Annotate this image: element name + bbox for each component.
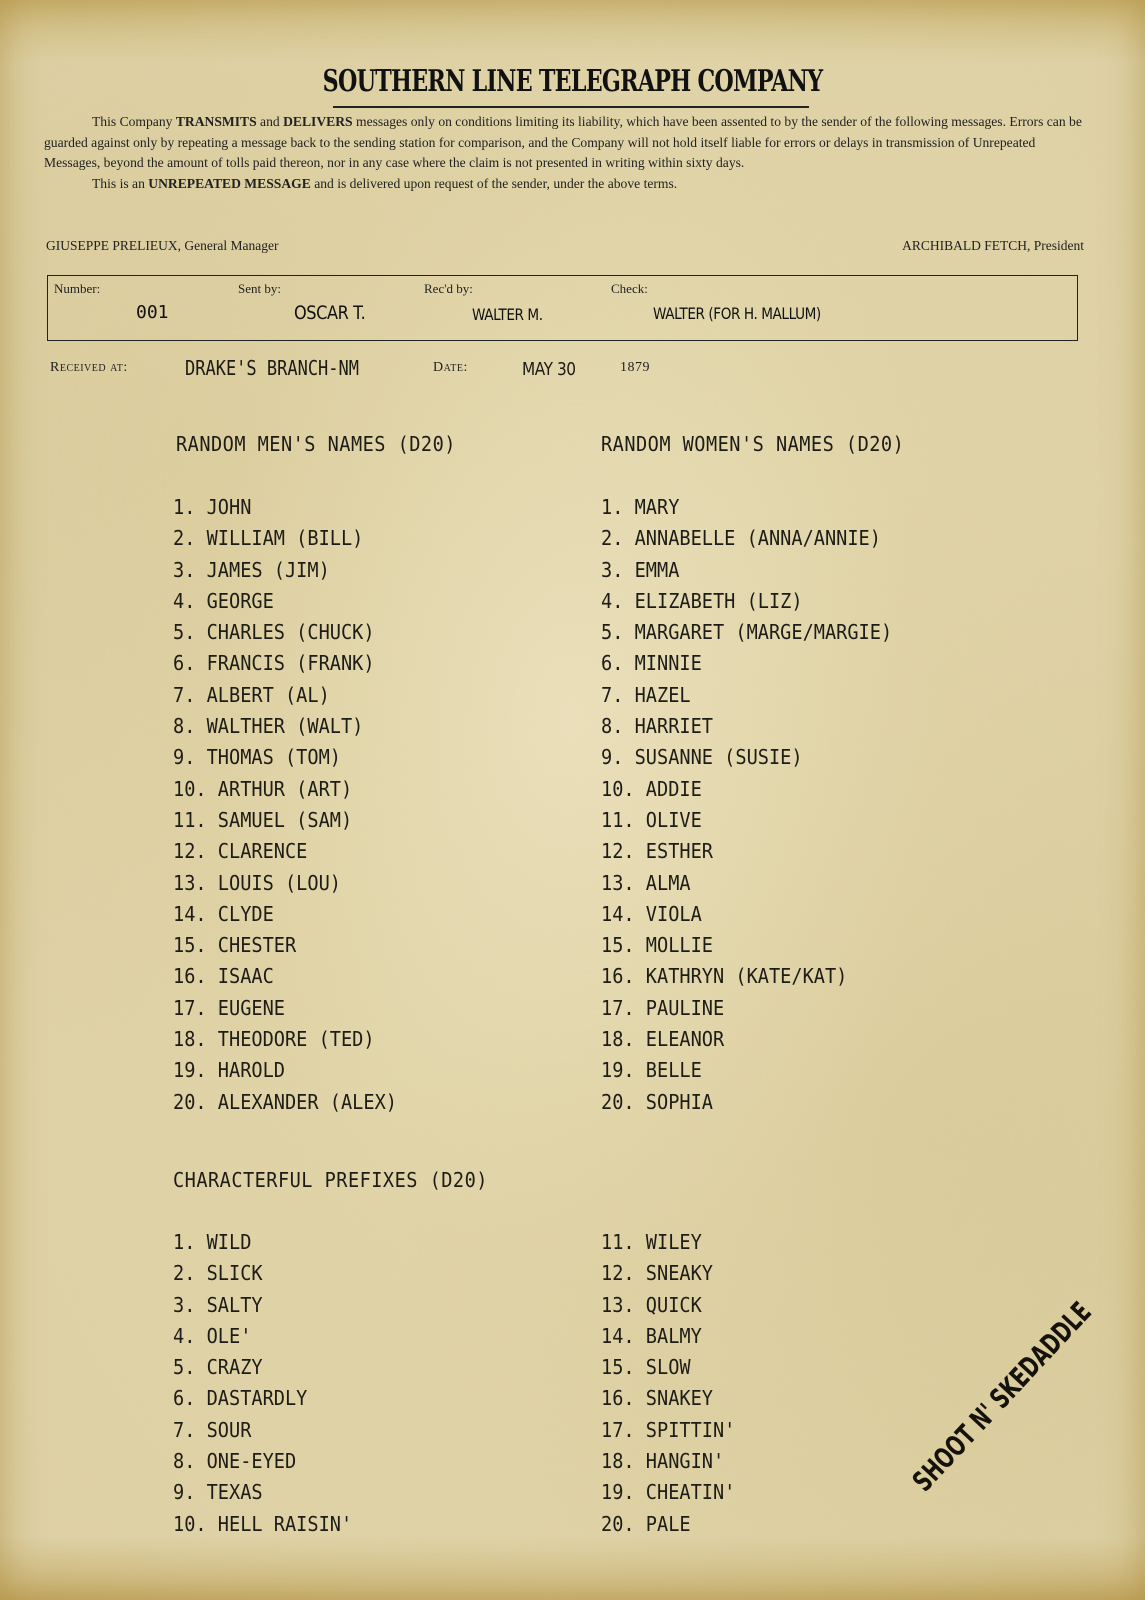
list-item: 18. HANGIN' — [601, 1449, 725, 1474]
list-item: 14. CLYDE — [173, 901, 274, 926]
title-underline — [333, 106, 809, 108]
list-item: 15. SLOW — [601, 1355, 691, 1380]
recd-by-field — [424, 280, 543, 324]
list-item: 12. ESTHER — [601, 839, 713, 864]
terms-bold-delivers: DELIVERS — [283, 114, 353, 129]
list-item: 19. BELLE — [601, 1058, 702, 1083]
list-item: 11. SAMUEL (SAM) — [173, 807, 353, 832]
received-at-value: DRAKE'S BRANCH-NM — [185, 356, 359, 380]
women-names-list — [601, 492, 914, 1118]
prefixes-list-right — [601, 1227, 746, 1540]
list-item: 4. ELIZABETH (LIZ) — [601, 588, 803, 613]
date-label: Date: — [433, 360, 468, 375]
list-item: 9. SUSANNE (SUSIE) — [601, 745, 803, 770]
list-item: 19. CHEATIN' — [601, 1480, 736, 1505]
list-item: 20. SOPHIA — [601, 1089, 713, 1114]
list-item: 17. SPITTIN' — [601, 1417, 736, 1442]
list-item: 13. ALMA — [601, 870, 691, 895]
list-item: 2. SLICK — [173, 1261, 263, 1286]
terms-paragraph-1 — [44, 112, 1084, 174]
men-names-list — [173, 492, 414, 1118]
terms-text-segment: messages only on conditions limiting its liability, which have been assented to by the sender of the following messages. Errors can be guarded against only by repeating a message back to the sending station for comparison, and the Company will not hold itself liable for errors or delays in transmission of Unrepeated Messages, beyond the amount of tolls paid thereon, nor in any case where the claim is not presented in writing within sixty days. — [44, 114, 1082, 170]
shoot-n-skedaddle-stamp — [906, 1218, 1145, 1497]
list-item: 10. HELL RAISIN' — [173, 1511, 353, 1536]
list-item: 15. CHESTER — [173, 933, 297, 958]
terms-text-segment: This is an — [92, 175, 149, 191]
list-item: 2. WILLIAM (BILL) — [173, 526, 364, 551]
received-line — [50, 356, 1050, 386]
list-item: 8. WALTHER (WALT) — [173, 714, 364, 739]
list-item: 5. MARGARET (MARGE/MARGIE) — [601, 620, 893, 645]
terms-paragraph-2 — [44, 174, 1084, 195]
list-item: 7. SOUR — [173, 1417, 252, 1442]
list-item: 9. TEXAS — [173, 1480, 263, 1505]
list-item: 14. VIOLA — [601, 901, 702, 926]
list-item: 8. ONE-EYED — [173, 1449, 297, 1474]
list-item: 20. ALEXANDER (ALEX) — [173, 1089, 397, 1114]
list-item: 4. GEORGE — [173, 588, 274, 613]
list-item: 5. CRAZY — [173, 1355, 263, 1380]
list-item: 14. BALMY — [601, 1323, 702, 1348]
list-item: 3. EMMA — [601, 557, 680, 582]
list-item: 1. JOHN — [173, 495, 252, 519]
list-item: 19. HAROLD — [173, 1058, 285, 1083]
message-info-box — [47, 275, 1078, 341]
list-item: 13. LOUIS (LOU) — [173, 870, 341, 895]
terms-bold-unrepeated: UNREPEATED MESSAGE — [148, 175, 311, 191]
year-value: 1879 — [620, 360, 650, 375]
company-title: SOUTHERN LINE TELEGRAPH COMPANY — [322, 64, 823, 99]
list-item: 10. ARTHUR (ART) — [173, 776, 353, 801]
list-item: 18. ELEANOR — [601, 1027, 725, 1052]
number-label: Number: — [54, 281, 101, 296]
list-item: 6. FRANCIS (FRANK) — [173, 651, 375, 676]
list-item: 2. ANNABELLE (ANNA/ANNIE) — [601, 526, 881, 551]
check-value: WALTER (FOR H. MALLUM) — [653, 304, 821, 323]
list-item: 8. HARRIET — [601, 714, 713, 739]
recd-by-label: Rec'd by: — [424, 281, 473, 296]
list-item: 4. OLE' — [173, 1323, 252, 1348]
check-field — [611, 280, 821, 323]
list-item: 16. KATHRYN (KATE/KAT) — [601, 964, 848, 989]
list-item: 13. QUICK — [601, 1292, 702, 1317]
number-value: 001 — [136, 302, 169, 323]
stamp-text: SHOOT N' SKEDADDLE — [905, 1295, 1098, 1498]
list-item: 9. THOMAS (TOM) — [173, 745, 341, 770]
terms-text-segment: and is delivered upon request of the sender, under the above terms. — [310, 175, 678, 191]
list-item: 17. PAULINE — [601, 995, 725, 1020]
list-item: 11. WILEY — [601, 1230, 702, 1254]
sent-by-value: OSCAR T. — [294, 302, 366, 324]
list-item: 10. ADDIE — [601, 776, 702, 801]
president: ARCHIBALD FETCH, President — [902, 238, 1084, 253]
list-item: 7. ALBERT (AL) — [173, 682, 330, 707]
list-item: 15. MOLLIE — [601, 933, 713, 958]
list-item: 6. DASTARDLY — [173, 1386, 308, 1411]
list-item: 12. SNEAKY — [601, 1261, 713, 1286]
recd-by-value: WALTER M. — [472, 305, 543, 324]
list-item: 11. OLIVE — [601, 807, 702, 832]
list-item: 7. HAZEL — [601, 682, 691, 707]
list-item: 3. JAMES (JIM) — [173, 557, 330, 582]
list-item: 12. CLARENCE — [173, 839, 308, 864]
general-manager: GIUSEPPE PRELIEUX, General Manager — [46, 238, 279, 253]
terms-text-segment: and — [256, 114, 284, 129]
list-item: 3. SALTY — [173, 1292, 263, 1317]
check-label: Check: — [611, 281, 648, 296]
sent-by-field — [238, 280, 366, 324]
list-item: 1. WILD — [173, 1230, 252, 1254]
list-item: 16. SNAKEY — [601, 1386, 713, 1411]
list-item: 20. PALE — [601, 1511, 691, 1536]
list-item: 17. EUGENE — [173, 995, 285, 1020]
list-item: 5. CHARLES (CHUCK) — [173, 620, 375, 645]
list-item: 6. MINNIE — [601, 651, 702, 676]
prefixes-list-left — [173, 1227, 366, 1540]
women-names-heading: RANDOM WOMEN'S NAMES (D20) — [601, 432, 905, 456]
list-item: 1. MARY — [601, 495, 680, 519]
list-item: 18. THEODORE (TED) — [173, 1027, 375, 1052]
sent-by-label: Sent by: — [238, 281, 281, 296]
number-field — [54, 280, 169, 323]
prefixes-heading: CHARACTERFUL PREFIXES (D20) — [173, 1168, 488, 1192]
received-at-label: Received at: — [50, 360, 128, 375]
date-value: MAY 30 — [522, 359, 576, 380]
terms-text-segment: This Company — [92, 114, 176, 129]
terms-text — [44, 112, 1084, 194]
list-item: 16. ISAAC — [173, 964, 274, 989]
men-names-heading: RANDOM MEN'S NAMES (D20) — [176, 432, 456, 456]
terms-bold-transmits: TRANSMITS — [175, 114, 257, 129]
